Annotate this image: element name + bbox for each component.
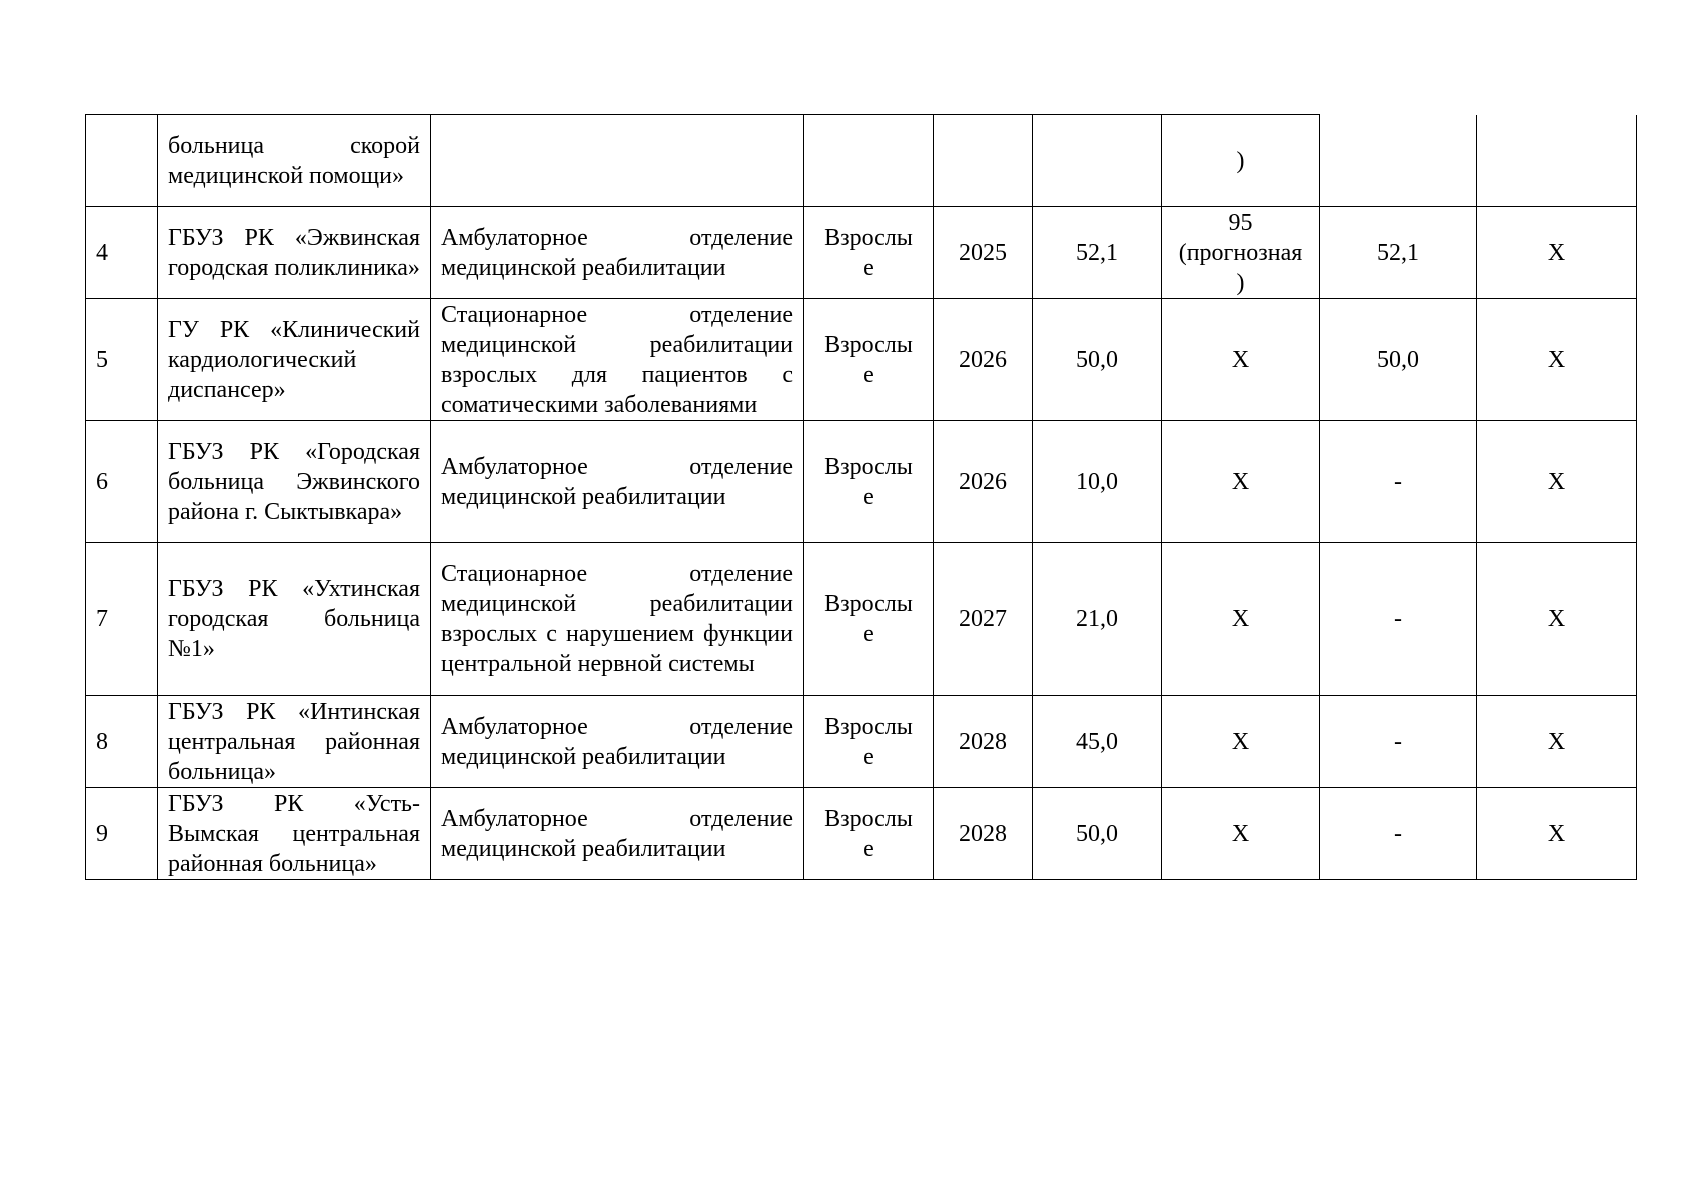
- unit-cell: Стационарное отделение медицинской реабилитации взрослых для пациентов с соматическими заболеваниями: [431, 299, 804, 421]
- row-number-cell: 6: [86, 421, 158, 543]
- value-cell: 52,1: [1033, 207, 1162, 299]
- rehabilitation-units-table: [85, 114, 1637, 880]
- category-cell: Взрослы е: [804, 421, 934, 543]
- plan-cell: -: [1320, 421, 1477, 543]
- row-number-cell: 9: [86, 788, 158, 880]
- organization-cell: ГУ РК «Клинический кардиологический диспансер»: [158, 299, 431, 421]
- organization-cell: ГБУЗ РК «Ухтинская городская больница №1»: [158, 543, 431, 696]
- fact-cell: Х: [1162, 421, 1320, 543]
- value-cell: 45,0: [1033, 696, 1162, 788]
- year-cell: 2027: [934, 543, 1033, 696]
- category-cell: Взрослы е: [804, 207, 934, 299]
- category-cell: Взрослы е: [804, 696, 934, 788]
- fact-cell: ): [1162, 115, 1320, 207]
- plan-cell: -: [1320, 543, 1477, 696]
- unit-cell: Амбулаторное отделение медицинской реабилитации: [431, 421, 804, 543]
- fact-cell: Х: [1162, 543, 1320, 696]
- fact-cell: Х: [1162, 788, 1320, 880]
- value-cell: 10,0: [1033, 421, 1162, 543]
- year-cell: 2025: [934, 207, 1033, 299]
- year-cell: 2028: [934, 788, 1033, 880]
- year-cell: [934, 115, 1033, 207]
- row-number-cell: [86, 115, 158, 207]
- category-cell: Взрослы е: [804, 299, 934, 421]
- category-cell: Взрослы е: [804, 543, 934, 696]
- table-row: [86, 421, 1637, 543]
- unit-cell: Амбулаторное отделение медицинской реабилитации: [431, 696, 804, 788]
- mark-cell: Х: [1477, 299, 1637, 421]
- fact-cell: 95 (прогнозная ): [1162, 207, 1320, 299]
- year-cell: 2026: [934, 299, 1033, 421]
- unit-cell: [431, 115, 804, 207]
- value-cell: 21,0: [1033, 543, 1162, 696]
- fact-cell: Х: [1162, 696, 1320, 788]
- unit-cell: Амбулаторное отделение медицинской реабилитации: [431, 788, 804, 880]
- table-row: [86, 788, 1637, 880]
- value-cell: [1033, 115, 1162, 207]
- organization-cell: ГБУЗ РК «Интинская центральная районная больница»: [158, 696, 431, 788]
- organization-cell: ГБУЗ РК «Усть-Вымская центральная районная больница»: [158, 788, 431, 880]
- plan-cell: [1320, 115, 1477, 207]
- value-cell: 50,0: [1033, 299, 1162, 421]
- table-row: [86, 543, 1637, 696]
- row-number-cell: 4: [86, 207, 158, 299]
- row-number-cell: 5: [86, 299, 158, 421]
- unit-cell: Амбулаторное отделение медицинской реабилитации: [431, 207, 804, 299]
- table-row: [86, 115, 1637, 207]
- table-row: [86, 207, 1637, 299]
- value-cell: 50,0: [1033, 788, 1162, 880]
- plan-cell: 52,1: [1320, 207, 1477, 299]
- fact-cell: Х: [1162, 299, 1320, 421]
- year-cell: 2026: [934, 421, 1033, 543]
- table-row: [86, 299, 1637, 421]
- mark-cell: Х: [1477, 696, 1637, 788]
- plan-cell: 50,0: [1320, 299, 1477, 421]
- mark-cell: Х: [1477, 788, 1637, 880]
- category-cell: Взрослы е: [804, 788, 934, 880]
- organization-cell: ГБУЗ РК «Эжвинская городская поликлиника»: [158, 207, 431, 299]
- year-cell: 2028: [934, 696, 1033, 788]
- organization-cell: больница скорой медицинской помощи»: [158, 115, 431, 207]
- organization-cell: ГБУЗ РК «Городская больница Эжвинского района г. Сыктывкара»: [158, 421, 431, 543]
- row-number-cell: 7: [86, 543, 158, 696]
- mark-cell: [1477, 115, 1637, 207]
- unit-cell: Стационарное отделение медицинской реабилитации взрослых с нарушением функции центральной нервной системы: [431, 543, 804, 696]
- table-row: [86, 696, 1637, 788]
- category-cell: [804, 115, 934, 207]
- mark-cell: Х: [1477, 543, 1637, 696]
- row-number-cell: 8: [86, 696, 158, 788]
- plan-cell: -: [1320, 788, 1477, 880]
- mark-cell: Х: [1477, 421, 1637, 543]
- plan-cell: -: [1320, 696, 1477, 788]
- mark-cell: Х: [1477, 207, 1637, 299]
